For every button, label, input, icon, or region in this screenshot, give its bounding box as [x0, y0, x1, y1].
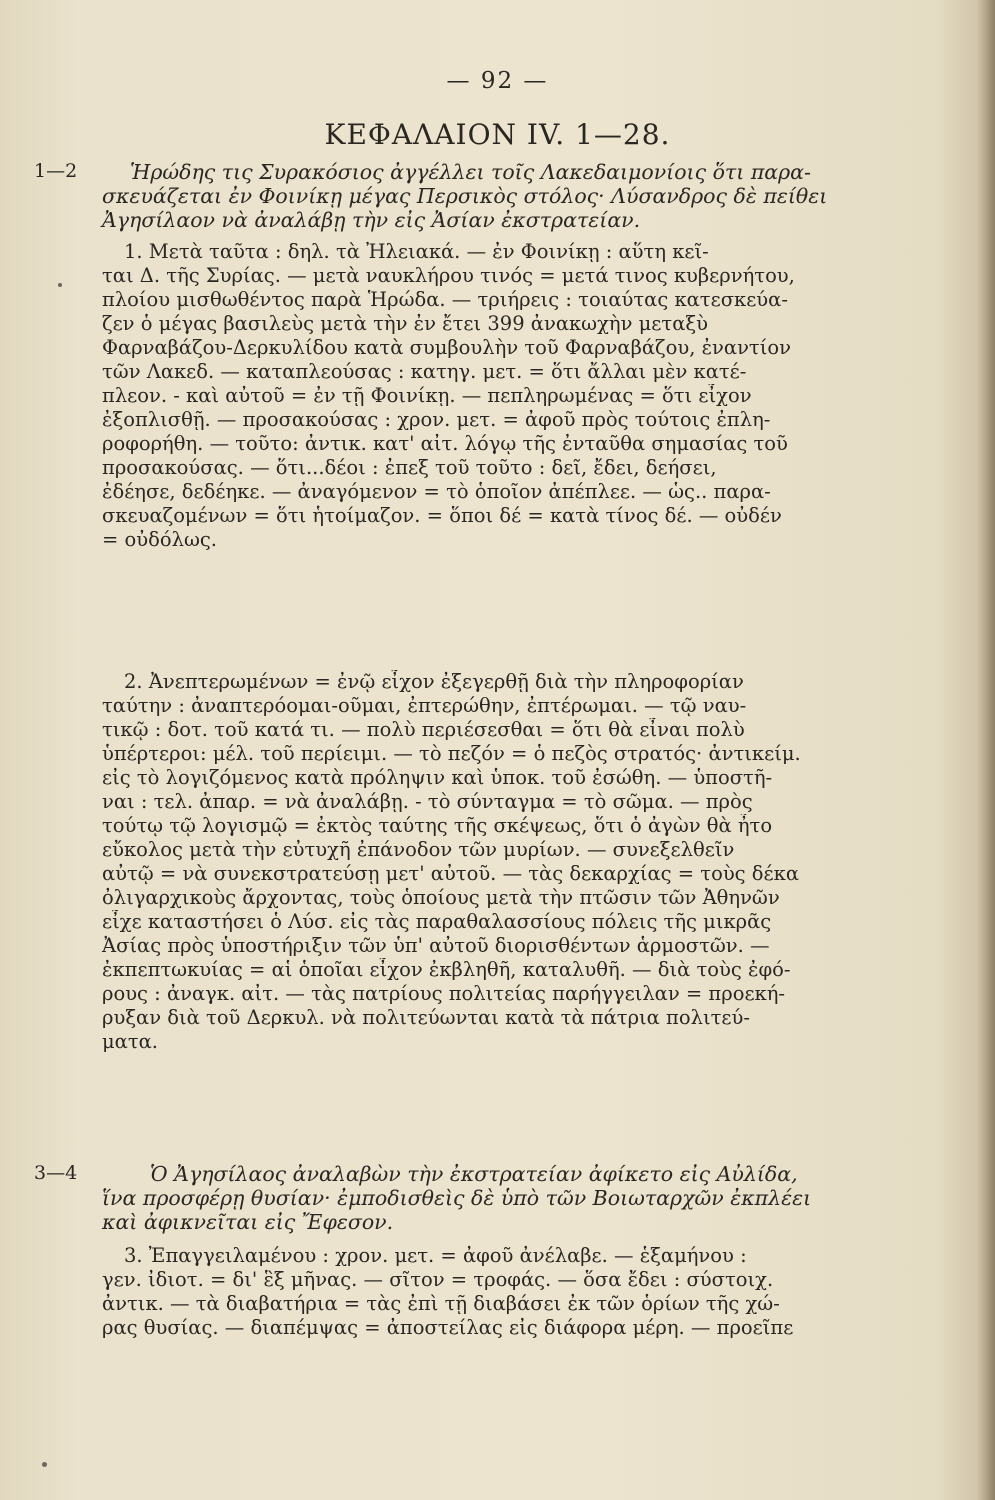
note-line: 3. Ἐπαγγειλαμένου : χρον. μετ. = ἀφοῦ ἀνέλαβε. — ἑξαμήνου : [124, 1244, 747, 1267]
note-line: ματα. [102, 1030, 158, 1053]
margin-reference-1-2: 1—2 [34, 160, 78, 182]
summary-line: σκευάζεται ἐν Φοινίκῃ μέγας Περσικὸς στόλος· Λύσανδρος δὲ πείθει [102, 184, 828, 208]
note-line: προσακούσας. — ὅτι...δέοι : ἐπεξ τοῦ τοῦτο : δεῖ, ἔδει, δεήσει, [102, 456, 717, 479]
note-block-2 [40, 670, 920, 1054]
margin-reference-3-4: 3—4 [34, 1162, 78, 1184]
note-line: τικῷ : δοτ. τοῦ κατά τι. — πολὺ περιέσεσθαι = ὅτι θὰ εἶναι πολὺ [102, 718, 745, 741]
note-line: ἐκπεπτωκυίας = αἱ ὁποῖαι εἶχον ἐκβληθῆ, καταλυθῆ. — διὰ τοὺς ἐφό- [102, 958, 791, 981]
note-line: ρυξαν διὰ τοῦ Δερκυλ. νὰ πολιτεύωνται κατὰ τὰ πάτρια πολιτεύ- [102, 1006, 750, 1029]
note-line: 2. Ἀνεπτερωμένων = ἐνῷ εἶχον ἐξεγερθῇ διὰ τὴν πληροφορίαν [124, 670, 744, 693]
note-line: ζεν ὁ μέγας βασιλεὺς μετὰ τὴν ἐν ἔτει 399 ἀνακωχὴν μεταξὺ [102, 312, 708, 335]
note-line: γεν. ἰδιοτ. = δι' ἓξ μῆνας. — σῖτον = τροφάς. — ὅσα ἔδει : σύστοιχ. [102, 1268, 774, 1291]
note-line: τούτῳ τῷ λογισμῷ = ἐκτὸς ταύτης τῆς σκέψεως, ὅτι ὁ ἀγὼν θὰ ἦτο [102, 814, 773, 837]
chapter-title: ΚΕΦΑΛΑΙΟΝ IV. 1—28. [324, 118, 671, 151]
summary-block-1-2 [40, 160, 920, 232]
note-line: ἐξοπλισθῇ. — προσακούσας : χρον. μετ. = ἀφοῦ πρὸς τούτοις ἐπλη- [102, 408, 771, 431]
note-line: εὔκολος μετὰ τὴν εὐτυχῆ ἐπάνοδον τῶν μυρίων. — συνεξελθεῖν [102, 838, 735, 861]
page-number: — 92 — [446, 68, 549, 94]
note-line: αὐτῷ = νὰ συνεκστρατεύσῃ μετ' αὐτοῦ. — τὰς δεκαρχίας = τοὺς δέκα [102, 862, 799, 885]
note-line: ἀντικ. — τὰ διαβατήρια = τὰς ἐπὶ τῇ διαβάσει ἐκ τῶν ὁρίων τῆς χώ- [102, 1292, 780, 1315]
note-line: 1. Μετὰ ταῦτα : δηλ. τὰ Ἠλειακά. — ἐν Φοινίκῃ : αὕτη κεῖ- [124, 240, 709, 263]
note-line: σκευαζομένων = ὅτι ἡτοίμαζον. = ὅποι δέ = κατὰ τίνος δέ. — οὐδέν [102, 504, 782, 527]
page-edge-shadow [977, 0, 995, 1500]
note-line: εἶχε καταστήσει ὁ Λύσ. εἰς τὰς παραθαλασσίους πόλεις τῆς μικρᾶς [102, 910, 772, 933]
note-line: ἐδέησε, δεδέηκε. — ἀναγόμενον = τὸ ὁποῖον ἀπέπλεε. — ὡς.. παρα- [102, 480, 771, 503]
note-line: Ἀσίας πρὸς ὑποστήριξιν τῶν ὑπ' αὐτοῦ διορισθέντων ἁρμοστῶν. — [102, 934, 770, 957]
margin-dot [42, 1462, 47, 1467]
note-line: Φαρναβάζου-Δερκυλίδου κατὰ συμβουλὴν τοῦ Φαρναβάζου, ἐναντίον [102, 336, 791, 359]
note-block-1 [40, 240, 920, 552]
note-line: ναι : τελ. ἀπαρ. = νὰ ἀναλάβῃ. - τὸ σύνταγμα = τὸ σῶμα. — πρὸς [102, 790, 753, 813]
note-line: ται Δ. τῆς Συρίας. — μετὰ ναυκλήρου τινός = μετά τινος κυβερνήτου, [102, 264, 795, 287]
note-line: ὀλιγαρχικοὺς ἄρχοντας, τοὺς ὁποίους μετὰ τὴν πτῶσιν τῶν Ἀθηνῶν [102, 886, 780, 909]
summary-line: ἵνα προσφέρῃ θυσίαν· ἐμποδισθεὶς δὲ ὑπὸ τῶν Βοιωταρχῶν ἐκπλέει [102, 1186, 812, 1210]
note-line: πλεον. - καὶ αὐτοῦ = ἐν τῇ Φοινίκῃ. — πεπληρωμένας = ὅτι εἶχον [102, 384, 752, 407]
note-line: εἰς τὸ λογιζόμενος κατὰ πρόληψιν καὶ ὑποκ. τοῦ ἐσώθη. — ὑποστῆ- [102, 766, 773, 789]
summary-block-3-4 [40, 1162, 920, 1234]
note-line: ταύτην : ἀναπτερόομαι-οῦμαι, ἐπτερώθην, ἐπτέρωμαι. — τῷ ναυ- [102, 694, 747, 717]
note-block-3 [40, 1244, 920, 1340]
summary-line: Ὁ Ἀγησίλαος ἀναλαβὼν τὴν ἐκστρατείαν ἀφίκετο εἰς Αὐλίδα, [150, 1162, 798, 1186]
note-line: = οὐδόλως. [102, 528, 217, 551]
note-line: ὑπέρτεροι: μέλ. τοῦ περίειμι. — τὸ πεζόν = ὁ πεζὸς στρατός· ἀντικείμ. [102, 742, 801, 765]
note-line: ρους : ἀναγκ. αἰτ. — τὰς πατρίους πολιτείας παρήγγειλαν = προεκή- [102, 982, 786, 1005]
note-line: πλοίου μισθωθέντος παρὰ Ἡρώδα. — τριήρεις : τοιαύτας κατεσκεύα- [102, 288, 788, 311]
summary-line: Ἡρώδης τις Συρακόσιος ἀγγέλλει τοῖς Λακεδαιμονίοις ὅτι παρα- [130, 160, 811, 184]
summary-line: καὶ ἀφικνεῖται εἰς Ἔφεσον. [102, 1210, 394, 1234]
summary-line: Ἀγησίλαον νὰ ἀναλάβῃ τὴν εἰς Ἀσίαν ἐκστρατείαν. [102, 208, 641, 232]
note-line: τῶν Λακεδ. — καταπλεούσας : κατηγ. μετ. = ὅτι ἄλλαι μὲν κατέ- [102, 360, 747, 383]
note-line: ροφορήθη. — τοῦτο: ἀντικ. κατ' αἰτ. λόγῳ τῆς ἐνταῦθα σημασίας τοῦ [102, 432, 788, 455]
note-line: ρας θυσίας. — διαπέμψας = ἀποστείλας εἰς διάφορα μέρη. — προεῖπε [102, 1316, 794, 1339]
